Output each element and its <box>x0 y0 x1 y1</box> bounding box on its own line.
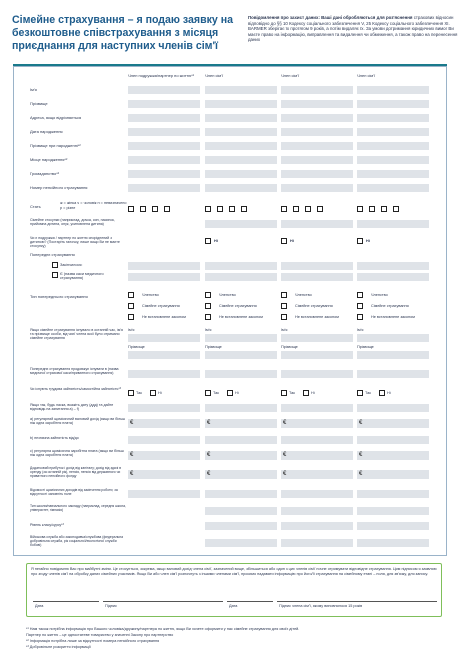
related-no-member3-label: Ні <box>366 239 370 243</box>
prev-fn-spouse-label: Ім'я <box>128 328 135 332</box>
related-no-member3-checkbox[interactable] <box>357 238 363 244</box>
field-qe-m2[interactable] <box>281 490 353 498</box>
field-level-m1[interactable] <box>205 522 277 530</box>
field-qa-m1[interactable]: € <box>205 419 277 428</box>
gender-checkbox-m1-1[interactable] <box>205 206 211 212</box>
type-membership-m1-label: Членство <box>219 293 236 297</box>
row-school <box>30 504 430 518</box>
field-pension-no-member3[interactable] <box>357 184 429 192</box>
signature-box <box>26 563 442 617</box>
field-prev-ended-member1[interactable] <box>205 262 277 270</box>
type-family-spouse-label: Сімейне страхування <box>142 304 180 308</box>
type-membership-m3-label: Членство <box>371 293 388 297</box>
field-qe-spouse[interactable] <box>128 490 200 498</box>
income-no-spouse-label: Ні <box>158 391 162 395</box>
field-prev-ended-member3[interactable] <box>357 262 429 270</box>
field-birth-surname-member2[interactable] <box>281 142 353 150</box>
field-qd-m1[interactable]: € <box>205 470 277 479</box>
field-prev-cont-spouse[interactable] <box>128 370 200 378</box>
field-prev-ended-member2[interactable] <box>281 262 353 270</box>
gender-checkbox-m2-3[interactable] <box>305 206 311 212</box>
row-is-related <box>30 236 430 248</box>
gender-checkbox-m1-2[interactable] <box>217 206 223 212</box>
field-school-m1[interactable] <box>205 507 277 515</box>
row-prev-insurance <box>30 253 430 283</box>
row-q-e <box>30 488 430 500</box>
income-no-m3-label: Ні <box>387 391 391 395</box>
type-notlaw-m1-label: Не встановлене законом <box>219 315 263 319</box>
field-prev-fn-spouse[interactable] <box>128 334 200 342</box>
row-prev-continues <box>30 367 430 381</box>
label-prev-insurance: Попереднє страхування <box>30 252 75 257</box>
column-member-3: Член сім'ї <box>357 73 376 78</box>
label-level: Рівень класу/курсу*³ <box>30 523 64 527</box>
income-yes-m3-label: Так <box>365 391 371 395</box>
label-prev-continues: Попереднє страхування продовжує існувати в (назва медичної страхової каси/приватного страхування) <box>30 367 119 376</box>
field-citizenship-member3[interactable] <box>357 170 429 178</box>
label-name: Ім'я <box>30 87 37 92</box>
field-level-m2[interactable] <box>281 522 353 530</box>
label-voluntary: Військова служба або законодавча/службова (федеральна добровільна служба, рік соціальної/екологічної служби бобові) <box>30 535 124 547</box>
field-citizenship-spouse[interactable] <box>128 170 200 178</box>
income-yes-m1-label: Так <box>213 391 219 395</box>
field-birth-surname-member3[interactable] <box>357 142 429 150</box>
field-name-member3[interactable] <box>357 86 429 94</box>
field-prev-existing-member3[interactable] <box>357 273 429 281</box>
label-q-d: Додатковий прибуток і дохід від капіталу; дохід від здачі в оренду (за останній рік), пенсія, пенсія від державного чи приватного пенсійного фонду <box>30 466 121 478</box>
related-no-member2-checkbox[interactable] <box>281 238 287 244</box>
type-membership-spouse-label: Членство <box>142 293 159 297</box>
row-income <box>30 387 430 399</box>
gender-checkbox-m3-3[interactable] <box>381 206 387 212</box>
prev-fn-m3-label: Ім'я <box>357 328 364 332</box>
field-qa-spouse[interactable]: € <box>128 419 200 428</box>
field-address-member1[interactable] <box>205 114 277 122</box>
column-member-2: Член сім'ї <box>281 73 300 78</box>
row-relation <box>30 218 430 230</box>
gender-checkbox-spouse-2[interactable] <box>140 206 146 212</box>
field-voluntary-m3[interactable] <box>357 539 429 547</box>
field-prev-fn-m1[interactable] <box>205 334 277 342</box>
type-family-spouse[interactable] <box>128 303 134 309</box>
prev-existing-checkbox[interactable] <box>52 272 58 278</box>
row-surname <box>30 100 430 110</box>
member-signature-label: Підпис члена сім'ї, якому виповнилося 15 років <box>279 604 363 608</box>
field-prev-ln-m1[interactable] <box>205 351 277 359</box>
gender-checkbox-m3-1[interactable] <box>357 206 363 212</box>
field-prev-ln-m3[interactable] <box>357 351 429 359</box>
type-family-m3-label: Сімейне страхування <box>371 304 409 308</box>
field-prev-fn-m2[interactable] <box>281 334 353 342</box>
notice-body: страхових відносин відповідно до §§ 10 Кодексу соціального забезпечення V, 25 Кодексу соціального забезпечення XI. BARMER зберігає їх протягом 9 років, а потім видаляє їх. За умови дотримання юридичних вимог Ви маєте право на інформацію, виправлення та видалення чи обмеження, а також право на перенесення даних <box>248 15 458 43</box>
type-family-m2[interactable] <box>281 303 287 309</box>
label-birthdate: Дата народження <box>30 129 63 134</box>
field-income-date-m1[interactable] <box>205 404 277 412</box>
field-income-date-m3[interactable] <box>357 404 429 412</box>
field-birthplace-spouse[interactable] <box>128 156 200 164</box>
gender-legend-2: р = різне <box>60 206 76 210</box>
field-prev-ended-spouse[interactable] <box>128 262 200 270</box>
label-birth-surname: Прізвище при народженні*² <box>30 143 81 148</box>
related-no-member2-label: Ні <box>290 239 294 243</box>
page-title: Сімейне страхування – я подаю заявку на безкоштовне співстрахування з місяця приєднання для наступних членів сім'ї <box>12 14 234 52</box>
footnote-1b: Партнер по життю – це одностатеве товариство у значенні Закону про партнерство <box>26 633 174 637</box>
income-yes-spouse-label: Так <box>136 391 142 395</box>
field-qc-m2[interactable]: € <box>281 451 353 460</box>
field-income-date-m2[interactable] <box>281 404 353 412</box>
field-qd-m2[interactable]: € <box>281 470 353 479</box>
type-notlaw-m2-label: Не встановлене законом <box>295 315 339 319</box>
field-prev-existing-member2[interactable] <box>281 273 353 281</box>
date2-label: Дата <box>229 604 238 608</box>
field-income-date-spouse[interactable] <box>128 404 200 412</box>
label-address: Адреса, якщо відрізняється <box>30 115 82 120</box>
type-notlaw-m1[interactable] <box>205 314 211 320</box>
type-membership-m3[interactable] <box>357 292 363 298</box>
row-address <box>30 114 430 124</box>
income-yes-m1[interactable] <box>205 390 211 396</box>
prev-ln-m1-label: Прізвище <box>205 345 222 349</box>
field-address-member3[interactable] <box>357 114 429 122</box>
field-address-member2[interactable] <box>281 114 353 122</box>
income-no-m3[interactable] <box>379 390 385 396</box>
date2-line[interactable] <box>227 601 273 602</box>
prev-ended-label: Закінчилося: <box>60 263 83 267</box>
type-notlaw-m3-label: Не встановлене законом <box>371 315 415 319</box>
type-notlaw-m2[interactable] <box>281 314 287 320</box>
notice-lead: Повідомлення про захист даних: Ваші дані обробляються для роз'яснення <box>248 15 413 20</box>
prev-ln-m2-label: Прізвище <box>281 345 298 349</box>
field-qb-m2[interactable] <box>281 436 353 444</box>
label-income-q: Якщо так, будь ласка, вкажіть дату (ддд) та дайте відповідь на запитання a) – f) <box>30 403 114 412</box>
field-qc-m3[interactable]: € <box>357 451 429 460</box>
prev-fn-m2-label: Ім'я <box>281 328 288 332</box>
field-qb-spouse[interactable] <box>128 436 200 444</box>
income-yes-m3[interactable] <box>357 390 363 396</box>
field-qd-m3[interactable]: € <box>357 470 429 479</box>
footnote-2: *² Інформація потрібна лише за відсутності номера пенсійного страхування <box>26 639 160 643</box>
field-qa-m3[interactable]: € <box>357 419 429 428</box>
income-no-spouse[interactable] <box>150 390 156 396</box>
column-spouse: Член подружжя/партнер по життю*¹ <box>128 73 195 78</box>
label-gender: Стать <box>30 204 41 209</box>
label-q-e: Відомості щомісячних доходів від закінчення роботи; за відсутності заповніть поле <box>30 488 118 496</box>
row-pension-no <box>30 184 430 194</box>
label-is-related: Чи є подружжя / партнер по життю споріднений з дитиною? (Постаріть галочку, лише якщо Ви не маєте стосунку) <box>30 236 120 249</box>
field-relation-member1[interactable] <box>205 220 277 228</box>
prev-ln-m3-label: Прізвище <box>357 345 374 349</box>
field-prev-cont-m2[interactable] <box>281 370 353 378</box>
field-relation-member2[interactable] <box>281 220 353 228</box>
row-birthdate <box>30 128 430 138</box>
label-surname: Прізвище <box>30 101 48 106</box>
row-gender <box>30 198 430 214</box>
field-qc-spouse[interactable]: € <box>128 451 200 460</box>
row-birth-surname <box>30 142 430 152</box>
gender-checkbox-m2-2[interactable] <box>293 206 299 212</box>
income-yes-m2-label: Так <box>289 391 295 395</box>
field-surname-member1[interactable] <box>205 100 277 108</box>
row-citizenship <box>30 170 430 180</box>
field-prev-cont-m1[interactable] <box>205 370 277 378</box>
related-no-member1-checkbox[interactable] <box>205 238 211 244</box>
footnote-1: *¹ Нам також потрібна інформація про Вашого чоловіка/дружину/партнера по життю, якщо Ви хочете оформити у нас сімейне страхування для своїх дітей. <box>26 627 300 631</box>
gender-checkbox-m2-1[interactable] <box>281 206 287 212</box>
field-qb-m1[interactable] <box>205 436 277 444</box>
field-address-spouse[interactable] <box>128 114 200 122</box>
field-name-member1[interactable] <box>205 86 277 94</box>
type-notlaw-spouse-label: Не встановлене законом <box>142 315 186 319</box>
type-membership-m2[interactable] <box>281 292 287 298</box>
row-q-b <box>30 435 430 445</box>
footnote-3: *³ Добровільне розкриття інформації <box>26 645 91 649</box>
label-relation: Сімейне стосунки (наприклад, дочка, син, пасинок, прийомна дитина, онук, усиновлена дитина) <box>30 218 115 227</box>
gender-checkbox-spouse-1[interactable] <box>128 206 134 212</box>
field-pension-no-member1[interactable] <box>205 184 277 192</box>
field-pension-no-member2[interactable] <box>281 184 353 192</box>
type-family-m2-label: Сімейне страхування <box>295 304 333 308</box>
column-member-1: Член сім'ї <box>205 73 224 78</box>
type-family-m1-label: Сімейне страхування <box>219 304 257 308</box>
row-q-d <box>30 466 430 484</box>
field-relation-member3[interactable] <box>357 220 429 228</box>
prev-ln-spouse-label: Прізвище <box>128 345 145 349</box>
field-qa-m2[interactable]: € <box>281 419 353 428</box>
field-surname-spouse[interactable] <box>128 100 200 108</box>
row-prev-insured-by <box>30 328 430 360</box>
gender-legend: ж = жінка ч = чоловік н = невизначено <box>60 201 127 205</box>
label-school: Тип школи/навчального закладу (наприклад, середня школа, університет, гімназія) <box>30 504 126 512</box>
row-type-prev <box>30 290 430 324</box>
field-surname-member3[interactable] <box>357 100 429 108</box>
gender-checkbox-spouse-3[interactable] <box>152 206 158 212</box>
field-birthplace-member1[interactable] <box>205 156 277 164</box>
field-prev-ln-spouse[interactable] <box>128 351 200 359</box>
prev-fn-m1-label: Ім'я <box>205 328 212 332</box>
gender-checkbox-m1-3[interactable] <box>229 206 235 212</box>
label-type-prev: Тип попереднього страхування <box>30 294 88 299</box>
field-prev-existing-member1[interactable] <box>205 273 277 281</box>
field-qd-spouse[interactable]: € <box>128 470 200 479</box>
field-pension-no-spouse[interactable] <box>128 184 200 192</box>
income-no-m2-label: Ні <box>311 391 315 395</box>
field-birth-surname-member1[interactable] <box>205 142 277 150</box>
label-income: Чи існують трудова зайнятість/самостійна зайнятість*³ <box>30 387 121 391</box>
field-birth-surname-spouse[interactable] <box>128 142 200 150</box>
field-name-spouse[interactable] <box>128 86 200 94</box>
income-no-m1[interactable] <box>227 390 233 396</box>
field-prev-ln-m2[interactable] <box>281 351 353 359</box>
gender-checkbox-m2-4[interactable] <box>317 206 323 212</box>
income-no-m1-label: Ні <box>235 391 239 395</box>
gender-checkbox-spouse-4[interactable] <box>164 206 170 212</box>
member-signature-line[interactable] <box>277 601 437 602</box>
field-prev-fn-m3[interactable] <box>357 334 429 342</box>
prev-ended-checkbox[interactable] <box>52 262 58 268</box>
gender-checkbox-m3-4[interactable] <box>393 206 399 212</box>
label-birthplace: Місце народження*² <box>30 157 68 162</box>
label-q-c: c) регулярна щомісячна заробітна плата (якщо ви більш ніж одна заробітня плата) <box>30 449 124 458</box>
label-q-b: b) незначна зайнятість від/до <box>30 436 79 440</box>
field-school-m3[interactable] <box>357 507 429 515</box>
field-birthplace-member3[interactable] <box>357 156 429 164</box>
field-qe-m1[interactable] <box>205 490 277 498</box>
gender-checkbox-m3-2[interactable] <box>369 206 375 212</box>
label-citizenship: Громадянство*² <box>30 171 60 176</box>
signature-line[interactable] <box>103 601 223 602</box>
label-prev-insured-by: Якщо сімейне страхування існувало в останній час, ім'я та прізвище особи, від чиєї члена якої було отримано сімейне страхування <box>30 328 123 341</box>
field-citizenship-member2[interactable] <box>281 170 353 178</box>
field-name-member2[interactable] <box>281 86 353 94</box>
field-level-m3[interactable] <box>357 522 429 530</box>
label-pension-no: Номер пенсійного страхування <box>30 185 88 190</box>
prev-existing-label: Є (назва каси медичного страхування) <box>60 272 104 281</box>
type-membership-spouse[interactable] <box>128 292 134 298</box>
income-yes-m2[interactable] <box>281 390 287 396</box>
date-line[interactable] <box>33 601 99 602</box>
type-family-m3[interactable] <box>357 303 363 309</box>
row-q-a <box>30 417 430 431</box>
field-birthdate-member2[interactable] <box>281 128 353 136</box>
row-q-c <box>30 449 430 463</box>
field-birthdate-member1[interactable] <box>205 128 277 136</box>
row-level <box>30 521 430 531</box>
field-birthdate-member3[interactable] <box>357 128 429 136</box>
row-name <box>30 86 430 96</box>
signature-label: Підпис <box>105 604 117 608</box>
date-label: Дата <box>35 604 44 608</box>
related-no-member1-label: Ні <box>214 239 218 243</box>
type-membership-m1[interactable] <box>205 292 211 298</box>
field-birthplace-member2[interactable] <box>281 156 353 164</box>
field-school-m2[interactable] <box>281 507 353 515</box>
type-notlaw-m3[interactable] <box>357 314 363 320</box>
row-income-q <box>30 403 430 413</box>
field-voluntary-m1[interactable] <box>205 539 277 547</box>
signature-statement: Я негайно повідомлю Вас про майбутні зміни. Це стосується, зокрема, якщо валовий дохід члена сім'ї, зазначений вище, збільшиться або один з цих членів сім'ї почне отримувати відповідне страхування. Цим підписом я заявляю про згоду членів сім'ї на обробку даних сімейних учасників. Якщо Ви або член сім'ї розпочнуть з іншими членами сім'ї, просимо надавати інформацію про його/її страхування на сімейному етапі – поля, для зв'язку, для запису. <box>31 567 437 576</box>
row-voluntary <box>30 535 430 551</box>
field-voluntary-m2[interactable] <box>281 539 353 547</box>
row-birthplace <box>30 156 430 166</box>
field-prev-existing-spouse[interactable] <box>128 273 200 281</box>
gender-checkbox-m1-4[interactable] <box>241 206 247 212</box>
field-qb-m3[interactable] <box>357 436 429 444</box>
type-family-m1[interactable] <box>205 303 211 309</box>
data-protection-notice <box>248 15 462 43</box>
field-citizenship-member1[interactable] <box>205 170 277 178</box>
type-notlaw-spouse[interactable] <box>128 314 134 320</box>
field-qe-m3[interactable] <box>357 490 429 498</box>
income-no-m2[interactable] <box>303 390 309 396</box>
field-prev-cont-m3[interactable] <box>357 370 429 378</box>
income-yes-spouse[interactable] <box>128 390 134 396</box>
label-q-a: a) регулярний щомісячний валовий дохід (якщо ви більш ніж одна заробітня плата) <box>30 417 125 426</box>
type-membership-m2-label: Членство <box>295 293 312 297</box>
field-qc-m1[interactable]: € <box>205 451 277 460</box>
field-surname-member2[interactable] <box>281 100 353 108</box>
field-birthdate-spouse[interactable] <box>128 128 200 136</box>
